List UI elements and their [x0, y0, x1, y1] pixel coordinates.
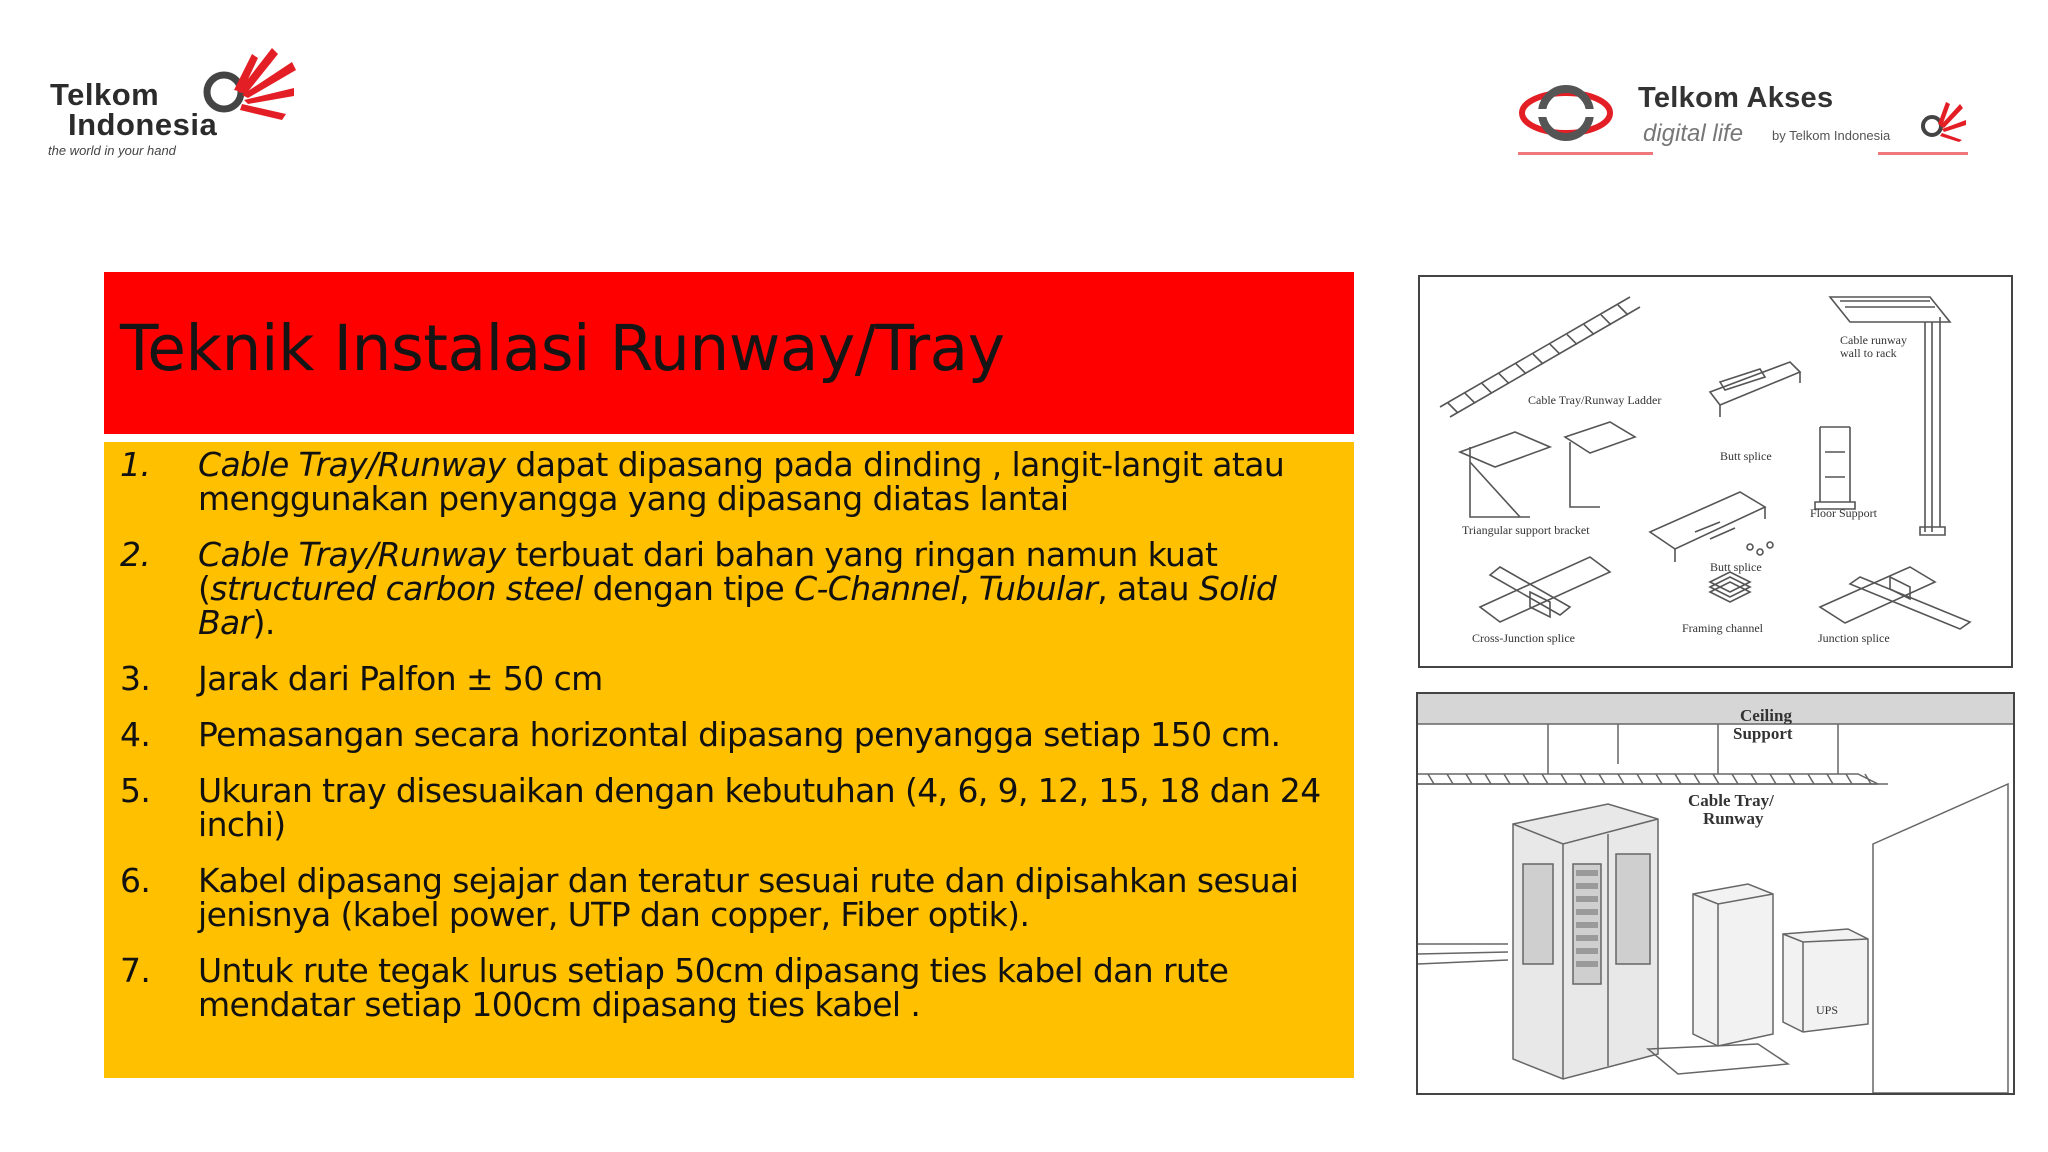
instruction-number: 1. — [120, 445, 151, 484]
instruction-number: 5. — [120, 771, 151, 810]
telkom-indonesia-logo — [46, 40, 306, 170]
instruction-fragment: Untuk rute tegak lurus setiap 50cm dipasang ties kabel dan rute mendatar setiap 100cm dipasang ties kabel . — [198, 951, 1229, 1024]
instruction-item — [120, 535, 1338, 642]
instruction-item — [120, 659, 1338, 698]
instruction-fragment: Pemasangan secara horizontal dipasang penyangga setiap 150 cm. — [198, 715, 1281, 754]
instruction-item — [120, 771, 1338, 844]
instruction-text — [198, 659, 1338, 698]
instruction-term: Cable Tray/Runway — [198, 445, 506, 484]
instruction-term: Cable Tray/Runway — [198, 535, 506, 574]
logo-left-line1: Telkom — [50, 77, 160, 112]
instruction-term: Solid Bar — [198, 569, 1277, 642]
instruction-list — [120, 445, 1338, 1024]
label-triangular: Triangular support bracket — [1462, 523, 1590, 537]
instruction-fragment: ). — [252, 603, 275, 642]
label-ceiling-2: Support — [1733, 724, 1793, 743]
instruction-number: 4. — [120, 715, 151, 754]
label-wall-rack-2: wall to rack — [1840, 346, 1897, 360]
telkom-hand-icon — [194, 40, 304, 120]
instruction-fragment: , — [959, 569, 979, 608]
label-floor-support: Floor Support — [1810, 506, 1878, 520]
instruction-text — [198, 861, 1338, 934]
telkom-hand-small-icon — [1918, 96, 1968, 142]
label-cross-junction: Cross-Junction splice — [1472, 631, 1575, 645]
instruction-number: 2. — [120, 535, 151, 574]
logo-right-name: Telkom Akses — [1638, 82, 1834, 114]
slide-content — [104, 442, 1354, 1078]
instruction-number: 6. — [120, 861, 151, 900]
label-tray-2: Runway — [1703, 809, 1764, 828]
cable-tray-room-drawing — [1418, 694, 2013, 1093]
instruction-fragment: Jarak dari Palfon ± 50 cm — [198, 659, 603, 698]
label-junction-splice: Junction splice — [1818, 631, 1890, 645]
instruction-item — [120, 445, 1338, 518]
label-butt-splice-1: Butt splice — [1720, 449, 1772, 463]
instruction-fragment: dapat dipasang pada dinding , langit-langit atau menggunakan penyangga yang dipasang diatas lantai — [198, 445, 1285, 518]
instruction-fragment: dengan tipe — [582, 569, 795, 608]
label-ups: UPS — [1816, 1003, 1839, 1017]
instruction-term: C-Channel — [794, 569, 960, 608]
telkom-indonesia-wordmark — [50, 77, 218, 142]
label-butt-splice-2: Butt splice — [1710, 560, 1762, 574]
label-wall-rack-1: Cable runway — [1840, 333, 1907, 347]
label-ladder: Cable Tray/Runway Ladder — [1528, 393, 1662, 407]
label-framing-channel: Framing channel — [1682, 621, 1763, 635]
instruction-fragment: Kabel dipasang sejajar dan teratur sesuai rute dan dipisahkan sesuai jenisnya (kabel power, UTP dan copper, Fiber optik). — [198, 861, 1299, 934]
instruction-item — [120, 861, 1338, 934]
instruction-term: structured carbon steel — [210, 569, 583, 608]
cable-tray-components-figure — [1418, 275, 2013, 668]
label-tray-1: Cable Tray/ — [1688, 791, 1774, 810]
instruction-text — [198, 715, 1338, 754]
slide-title-bar — [104, 272, 1354, 434]
logo-right-by: by Telkom Indonesia — [1772, 128, 1891, 143]
instruction-fragment: terbuat dari bahan yang ringan namun kuat ( — [198, 535, 1218, 608]
instruction-item — [120, 715, 1338, 754]
logo-right-subtitle: digital life — [1643, 120, 1744, 147]
telkom-akses-logo — [1518, 72, 1968, 158]
globe-icon — [1518, 76, 1614, 150]
instruction-fragment: , atau — [1097, 569, 1199, 608]
instruction-number: 3. — [120, 659, 151, 698]
instruction-number: 7. — [120, 951, 151, 990]
instruction-text — [198, 445, 1338, 518]
cable-tray-room-figure — [1416, 692, 2015, 1095]
label-ceiling-1: Ceiling — [1740, 706, 1792, 725]
instruction-text — [198, 771, 1338, 844]
instruction-text — [198, 951, 1338, 1024]
logo-right-underline — [1518, 152, 1968, 155]
instruction-term: Tubular — [978, 569, 1098, 608]
instruction-text — [198, 535, 1338, 642]
logo-left-tagline: the world in your hand — [48, 143, 176, 158]
instruction-item — [120, 951, 1338, 1024]
instruction-fragment: Ukuran tray disesuaikan dengan kebutuhan (4, 6, 9, 12, 15, 18 dan 24 inchi) — [198, 771, 1321, 844]
slide-title: Teknik Instalasi Runway/Tray — [120, 312, 1005, 385]
logo-left-line2: Indonesia — [68, 107, 218, 142]
cable-tray-components-drawing — [1420, 277, 2011, 666]
